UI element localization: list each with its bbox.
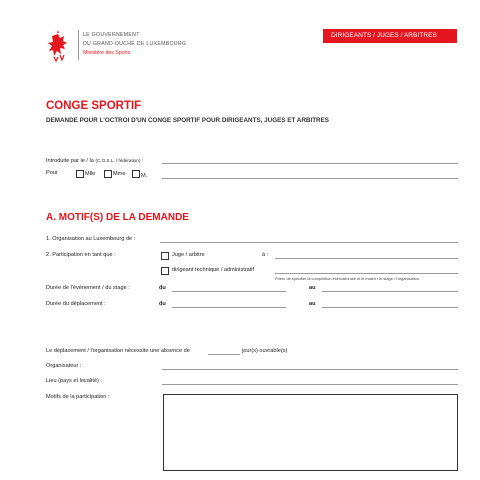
pour-label: Pour bbox=[46, 170, 58, 176]
page-title: CONGE SPORTIF bbox=[46, 100, 142, 112]
juge-field[interactable] bbox=[275, 258, 458, 259]
lieu-label: Lieu (pays et localité) : bbox=[46, 378, 102, 384]
organisateur-field[interactable] bbox=[162, 369, 458, 370]
ministry-name: Ministère des Sports bbox=[83, 50, 131, 56]
mme-checkbox[interactable] bbox=[104, 170, 112, 178]
dirigeant-field[interactable] bbox=[275, 273, 458, 274]
a-label: à : bbox=[262, 252, 269, 258]
intro-field[interactable] bbox=[162, 163, 458, 164]
header-tag-label: DIRIGEANTS / JUGES / ARBITRES bbox=[331, 32, 437, 39]
intro-label-text: Introduite par le / la bbox=[46, 158, 94, 164]
deplacement-du-label: du bbox=[159, 301, 166, 307]
mme-label: Mme bbox=[113, 171, 126, 177]
intro-label-small: (C.O.S.L. / fédération) : bbox=[95, 158, 143, 163]
mlle-label: Mlle bbox=[85, 171, 96, 177]
header-tag bbox=[323, 29, 457, 43]
item1-label: 1. Organisation au Luxembourg de : bbox=[46, 236, 136, 242]
mlle-checkbox[interactable] bbox=[76, 170, 84, 178]
gov-line2: DU GRAND-DUCHÉ DE LUXEMBOURG bbox=[83, 41, 187, 47]
intro-label bbox=[46, 157, 143, 165]
motifs-textarea[interactable] bbox=[163, 394, 458, 471]
deplacement-au-field[interactable] bbox=[322, 307, 458, 308]
duree-evenement-label: Durée de l'événement / du stage : bbox=[46, 285, 130, 291]
deplacement-du-field[interactable] bbox=[172, 307, 286, 308]
header-divider bbox=[78, 30, 79, 60]
hint-text: Prière de spécifier la compétition internationale et le match / le stage / l'organisation bbox=[275, 276, 419, 281]
deplacement-au-label: au bbox=[309, 301, 316, 307]
dirigeant-checkbox[interactable] bbox=[161, 267, 169, 275]
organisateur-label: Organisateur : bbox=[46, 363, 82, 369]
duree-deplacement-label: Durée du déplacement : bbox=[46, 301, 106, 307]
lieu-field[interactable] bbox=[162, 384, 458, 385]
dirigeant-label: dirigeant technique / administratif bbox=[172, 267, 255, 273]
lion-icon bbox=[46, 30, 72, 64]
evenement-au-field[interactable] bbox=[322, 291, 458, 292]
section-a-heading: A. MOTIF(S) DE LA DEMANDE bbox=[46, 212, 189, 223]
juge-checkbox[interactable] bbox=[161, 252, 169, 260]
m-checkbox[interactable] bbox=[132, 170, 140, 178]
name-field[interactable] bbox=[162, 178, 458, 179]
item1-field[interactable] bbox=[160, 242, 458, 243]
motifs-label: Motifs de la participation : bbox=[46, 394, 110, 400]
evenement-au-label: au bbox=[309, 285, 316, 291]
m-label: M. bbox=[141, 173, 148, 179]
absence-days-field[interactable] bbox=[208, 354, 240, 355]
juge-label: Juge / arbitre bbox=[172, 252, 205, 258]
evenement-du-field[interactable] bbox=[172, 291, 286, 292]
item2-label: 2. Participation en tant que : bbox=[46, 252, 116, 258]
lion-logo bbox=[46, 30, 72, 64]
evenement-du-label: du bbox=[159, 285, 166, 291]
absence-before: Le déplacement / l'organisation nécessite une absence de bbox=[46, 348, 190, 354]
gov-line1: LE GOUVERNEMENT bbox=[83, 32, 140, 38]
absence-after: jour(s) ouvrable(s) bbox=[242, 348, 288, 354]
page-subtitle: DEMANDE POUR L'OCTROI D'UN CONGE SPORTIF POUR DIRIGEANTS, JUGES ET ARBITRES bbox=[46, 117, 329, 124]
